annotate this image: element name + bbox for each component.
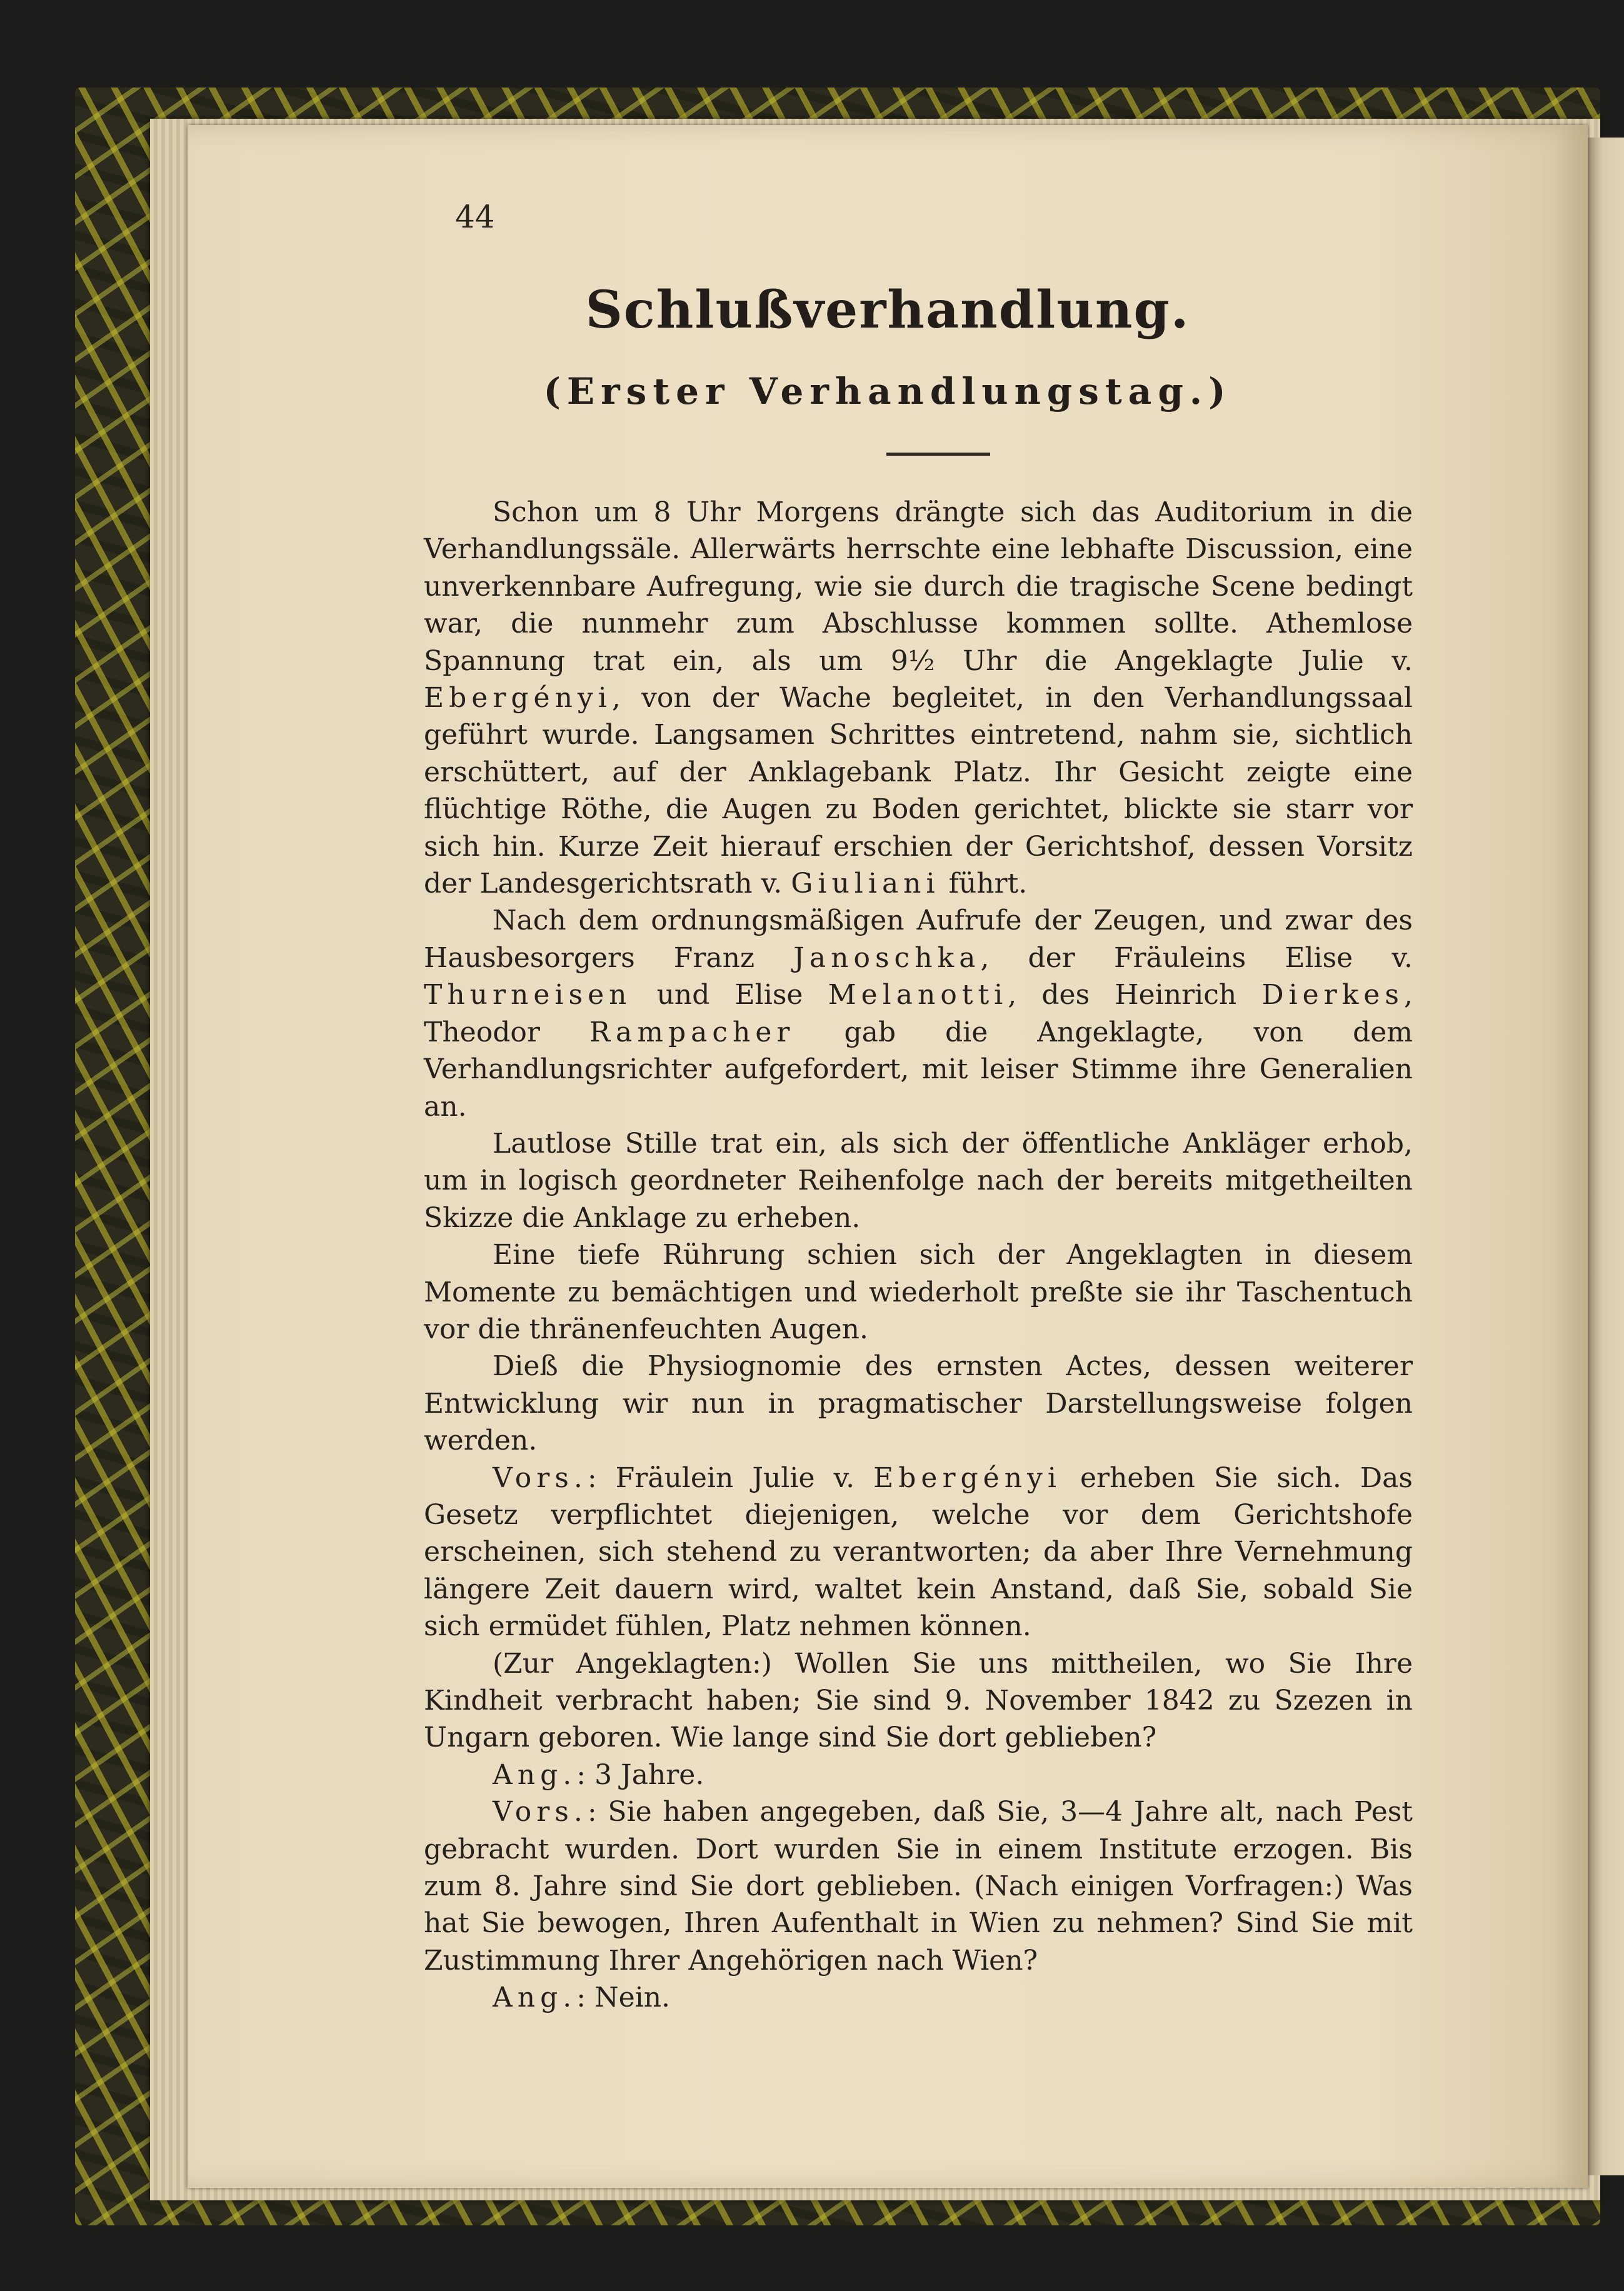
page-number: 44 — [455, 199, 495, 235]
facing-page-edge — [1588, 138, 1624, 2175]
name-melanotti: Melanotti — [828, 979, 1008, 1011]
speaker-label: Vors. — [493, 1796, 588, 1828]
name-giuliani: Giuliani — [791, 868, 940, 900]
name-ebergenyi: Ebergényi — [424, 682, 612, 714]
paragraph-8: Ang.: 3 Jahre. — [493, 1758, 704, 1791]
page-title: Schlußverhandlung. — [585, 280, 1190, 340]
page-subtitle: (Erster Verhandlungstag.) — [543, 370, 1232, 413]
paragraph-1: Schon um 8 Uhr Morgens drängte sich das Auditorium in die Verhandlungssäle. Allerwärts herrschte eine lebhafte Discussion, eine unverkennbare Aufregung, wie sie durch die tragische Scene bedingt war, die nunmehr zum Abschlusse kommen sollte. Athemlose Spannung trat ein, als um 9½ Uhr die Angeklagte Julie v. Ebergényi, von der Wache begleitet, in den Verhandlungssaal geführt wurde. Langsamen Schrittes eintretend, nahm sie, sichtlich erschüttert, auf der Anklagebank Platz. Ihr Gesicht zeigte eine flüchtige Röthe, die Augen zu Boden gerichtet, blickte sie starr vor sich hin. Kurze Zeit hierauf erschien der Gerichtshof, dessen Vorsitz der Landesgerichtsrath v. Giuliani führt. — [424, 496, 1413, 900]
paragraph-3: Lautlose Stille trat ein, als sich der öffentliche Ankläger erhob, um in logisch geordneter Reihenfolge nach der bereits mitgetheilten Skizze die Anklage zu erheben. — [424, 1127, 1413, 1234]
title-divider — [886, 453, 990, 456]
paragraph-10: Ang.: Nein. — [493, 1982, 671, 2014]
paragraph-6: Vors.: Fräulein Julie v. Ebergényi erheben Sie sich. Das Gesetz verpflichtet diejenigen, welche vor dem Gerichtshofe erscheinen, sich stehend zu verantworten; da aber Ihre Vernehmung längere Zeit dauern wird, waltet kein Anstand, daß Sie, sobald Sie sich ermüdet fühlen, Platz nehmen können. — [424, 1461, 1413, 1643]
body-text — [424, 494, 1413, 2017]
name-ebergenyi: Ebergényi — [873, 1461, 1061, 1494]
name-dierkes: Dierkes — [1261, 979, 1405, 1011]
speaker-label: Vors. — [493, 1461, 588, 1494]
speaker-label: Ang. — [493, 1758, 577, 1791]
name-rampacher: Rampacher — [589, 1016, 795, 1048]
paragraph-2: Nach dem ordnungsmäßigen Aufrufe der Zeugen, und zwar des Hausbesorgers Franz Janoschka, der Fräuleins Elise v. Thurneisen und Elise Melanotti, des Heinrich Dierkes, Theodor Rampacher gab die Angeklagte, von dem Verhandlungsrichter aufgefordert, mit leiser Stimme ihre Generalien an. — [424, 905, 1413, 1123]
name-janoschka: Janoschka — [793, 941, 981, 974]
speaker-label: Ang. — [493, 1982, 577, 2014]
paragraph-9: Vors.: Sie haben angegeben, daß Sie, 3—4 Jahre alt, nach Pest gebracht wurden. Dort wurden Sie in einem Institute erzogen. Bis zum 8. Jahre sind Sie dort geblieben. (Nach einigen Vorfragen:) Was hat Sie bewogen, Ihren Aufenthalt in Wien zu nehmen? Sind Sie mit Zustimmung Ihrer Angehörigen nach Wien? — [424, 1796, 1413, 1977]
paragraph-7: (Zur Angeklagten:) Wollen Sie uns mittheilen, wo Sie Ihre Kindheit verbracht haben; Sie sind 9. November 1842 zu Szezen in Ungarn geboren. Wie lange sind Sie dort geblieben? — [424, 1647, 1413, 1754]
name-thurneisen: Thurneisen — [424, 979, 632, 1011]
paragraph-5: Dieß die Physiognomie des ernsten Actes, dessen weiterer Entwicklung wir nun in pragmatischer Darstellungsweise folgen werden. — [424, 1350, 1413, 1457]
paragraph-4: Eine tiefe Rührung schien sich der Angeklagten in diesem Momente zu bemächtigen und wiederholt preßte sie ihr Taschentuch vor die thränenfeuchten Augen. — [424, 1239, 1413, 1345]
